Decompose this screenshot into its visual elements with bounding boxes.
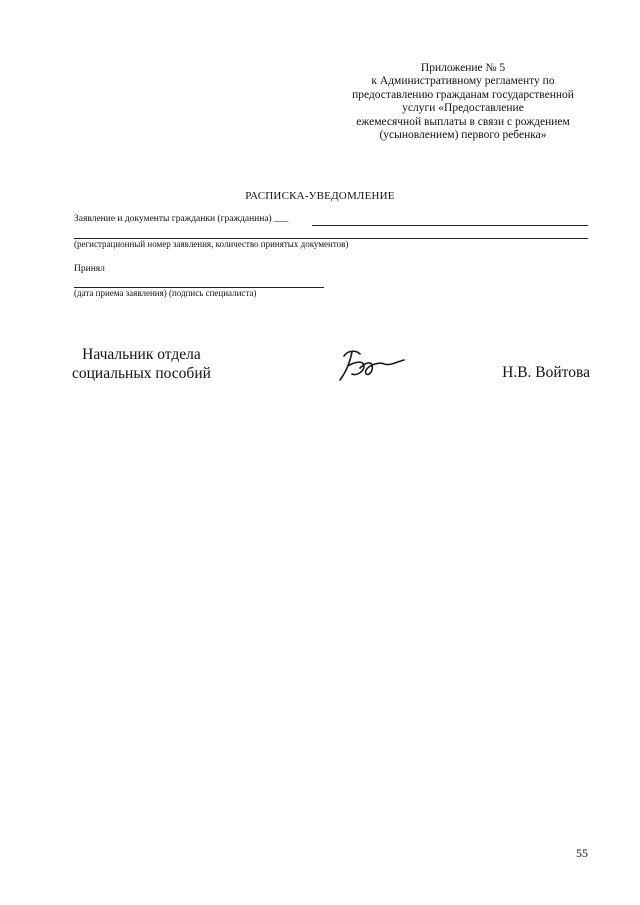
signatory-position [72,345,211,383]
appendix-line-2: к Административному регламенту по [371,75,555,88]
document-title: РАСПИСКА-УВЕДОМЛЕНИЕ [245,190,395,202]
signatory-position-line-2: социальных пособий [72,365,211,382]
applicant-fill-line [312,225,588,226]
appendix-line-4: услуги «Предоставление [402,102,524,115]
appendix-line-3: предоставлению гражданам государственной [352,88,574,101]
handwritten-signature [334,346,408,386]
appendix-header [338,62,588,142]
signatory-name: Н.В. Войтова [502,364,590,381]
applicant-label: Заявление и документы гражданки (гражданина) ___ [74,214,289,224]
registration-caption: (регистрационный номер заявления, количество принятых документов) [74,239,349,249]
date-caption: (дата приема заявления) (подпись специалиста) [74,288,257,298]
appendix-line-6: (усыновлением) первого ребенка» [379,129,547,142]
appendix-line-5: ежемесячной выплаты в связи с рождением [356,115,570,128]
appendix-line-1: Приложение № 5 [420,62,506,74]
signatory-position-line-1: Начальник отдела [82,346,201,363]
page-number: 55 [576,846,588,860]
accepted-label: Принял [74,264,105,274]
